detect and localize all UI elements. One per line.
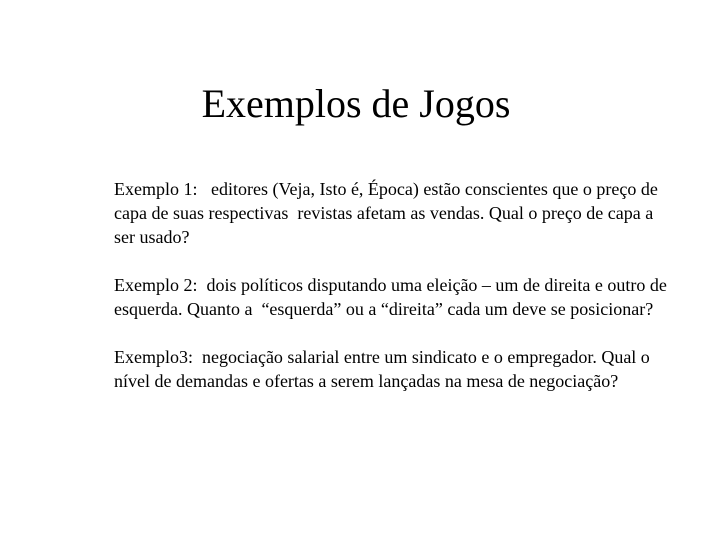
example-2-paragraph: Exemplo 2: dois políticos disputando uma eleição – um de direita e outro de esquerda. Quanto a “esquerda” ou a “direita” cada um deve se posicionar? — [114, 275, 672, 319]
example-1-paragraph: Exemplo 1: editores (Veja, Isto é, Época) estão conscientes que o preço de capa de suas respectivas revistas afetam as vendas. Qual o preço de capa a ser usado? — [114, 179, 663, 247]
slide-title: Exemplos de Jogos — [201, 81, 511, 126]
slide-body — [114, 177, 674, 393]
example-3-paragraph: Exemplo3: negociação salarial entre um sindicato e o empregador. Qual o nível de demandas e ofertas a serem lançadas na mesa de negociação? — [114, 347, 655, 391]
